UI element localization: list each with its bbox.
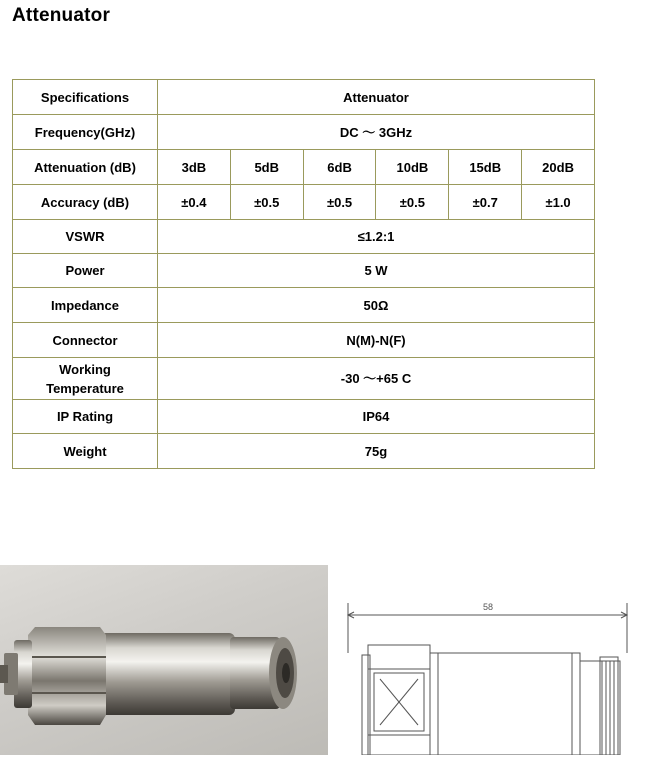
table-row-header [13, 80, 595, 115]
attenuation-cell: 5dB [230, 150, 303, 185]
table-row-weight [13, 434, 595, 469]
attenuation-label: Attenuation (dB) [13, 150, 158, 185]
table-row-impedance [13, 288, 595, 323]
ip-rating-value: IP64 [158, 400, 595, 434]
attenuation-cell: 3dB [158, 150, 231, 185]
weight-value: 75g [158, 434, 595, 469]
dimension-drawing [340, 595, 640, 755]
power-value: 5 W [158, 254, 595, 288]
attenuation-cell: 6dB [303, 150, 376, 185]
technical-drawing [340, 595, 640, 755]
table-row-connector [13, 323, 595, 358]
power-label: Power [13, 254, 158, 288]
attenuation-cell: 10dB [376, 150, 449, 185]
temperature-value: -30 ～+65 C [158, 358, 595, 400]
accuracy-cell: ±1.0 [522, 185, 595, 220]
header-value: Attenuator [158, 80, 595, 115]
table-row-frequency [13, 115, 595, 150]
product-photo [0, 565, 328, 755]
attenuator-photo-image [0, 565, 328, 755]
attenuation-cell: 15dB [449, 150, 522, 185]
frequency-value: DC ～ 3GHz [158, 115, 595, 150]
vswr-value: ≤1.2:1 [158, 220, 595, 254]
dimension-label: 58 [482, 602, 494, 612]
accuracy-cell: ±0.7 [449, 185, 522, 220]
header-label: Specifications [13, 80, 158, 115]
table-row-accuracy [13, 185, 595, 220]
table-row-vswr [13, 220, 595, 254]
impedance-label: Impedance [13, 288, 158, 323]
accuracy-cell: ±0.5 [376, 185, 449, 220]
table-row-attenuation [13, 150, 595, 185]
attenuation-cell: 20dB [522, 150, 595, 185]
frequency-label: Frequency(GHz) [13, 115, 158, 150]
impedance-value: 50Ω [158, 288, 595, 323]
connector-value: N(M)-N(F) [158, 323, 595, 358]
connector-label: Connector [13, 323, 158, 358]
accuracy-cell: ±0.4 [158, 185, 231, 220]
ip-rating-label: IP Rating [13, 400, 158, 434]
temperature-label-line1: Working [59, 361, 111, 377]
spec-table [12, 79, 595, 469]
table-row-temperature [13, 358, 595, 400]
accuracy-label: Accuracy (dB) [13, 185, 158, 220]
table-row-ip-rating [13, 400, 595, 434]
vswr-label: VSWR [13, 220, 158, 254]
page-title: Attenuator [12, 5, 111, 26]
temperature-label-line2: Temperature [46, 380, 124, 396]
weight-label: Weight [13, 434, 158, 469]
temperature-label [13, 358, 158, 400]
table-row-power [13, 254, 595, 288]
accuracy-cell: ±0.5 [230, 185, 303, 220]
accuracy-cell: ±0.5 [303, 185, 376, 220]
